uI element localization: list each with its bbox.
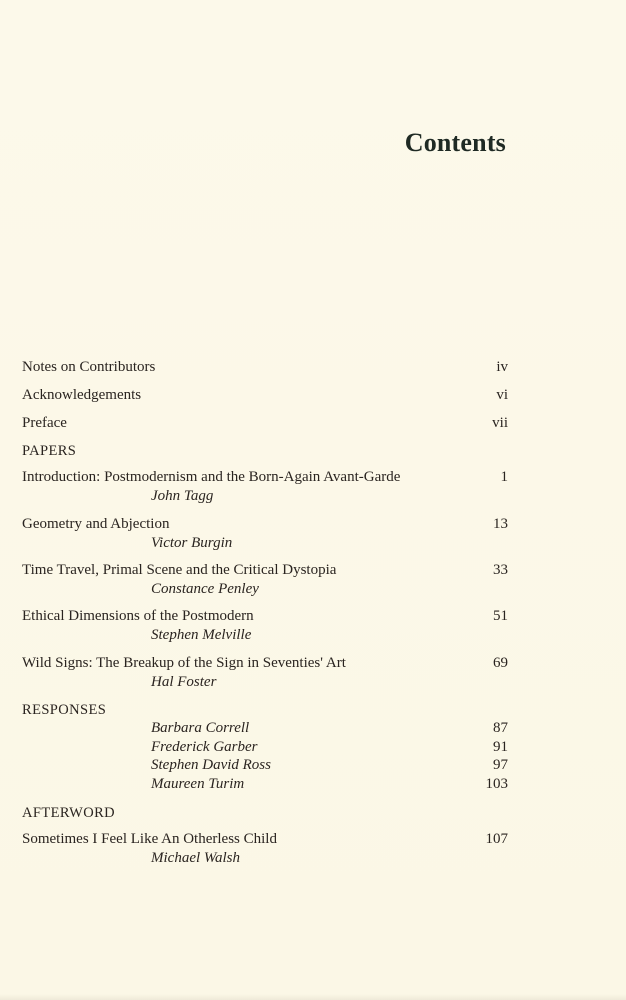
toc-page-number: 91	[493, 739, 508, 755]
toc-entry-label: Acknowledgements	[22, 387, 142, 403]
page-bottom-edge	[0, 994, 626, 1000]
toc-page-number: 51	[493, 608, 508, 624]
toc-entry-author: Frederick Garber	[151, 739, 258, 755]
toc-page-number: 97	[493, 757, 508, 773]
toc-page-number: vi	[496, 387, 508, 403]
toc-entry-author: Maureen Turim	[151, 776, 245, 792]
toc-entry-label: Ethical Dimensions of the Postmodern	[22, 608, 254, 624]
toc-entry-author: John Tagg	[151, 488, 214, 504]
toc-entry-label: Notes on Contributors	[22, 359, 156, 375]
toc-page-number: 33	[493, 562, 508, 578]
toc-page-number: iv	[496, 359, 508, 375]
toc-entry-author: Victor Burgin	[151, 535, 233, 551]
toc-entry-label: Wild Signs: The Breakup of the Sign in Seventies' Art	[22, 655, 346, 671]
section-heading-papers: PAPERS	[22, 443, 77, 459]
toc-page-number: vii	[492, 415, 508, 431]
section-heading-afterword: AFTERWORD	[22, 805, 116, 821]
toc-entry-label: Introduction: Postmodernism and the Born-Again Avant-Garde	[22, 469, 401, 485]
toc-entry-label: Preface	[22, 415, 67, 431]
toc-entry-label: Time Travel, Primal Scene and the Critical Dystopia	[22, 562, 337, 578]
toc-entry-label: Geometry and Abjection	[22, 516, 170, 532]
toc-page-number: 69	[493, 655, 508, 671]
toc-page-number: 87	[493, 720, 508, 736]
toc-entry-author: Constance Penley	[151, 581, 259, 597]
toc-page-number: 103	[485, 776, 508, 792]
toc-page-number: 107	[485, 831, 508, 847]
toc-page-number: 13	[493, 516, 508, 532]
toc-page-number: 1	[500, 469, 508, 485]
section-heading-responses: RESPONSES	[22, 702, 107, 718]
toc-entry-label: Sometimes I Feel Like An Otherless Child	[22, 831, 277, 847]
toc-entry-author: Michael Walsh	[151, 850, 241, 866]
toc-entry-author: Hal Foster	[151, 674, 217, 690]
page-title: Contents	[404, 128, 506, 157]
toc-entry-author: Barbara Correll	[151, 720, 250, 736]
toc-entry-author: Stephen Melville	[151, 627, 252, 643]
toc-entry-author: Stephen David Ross	[151, 757, 271, 773]
